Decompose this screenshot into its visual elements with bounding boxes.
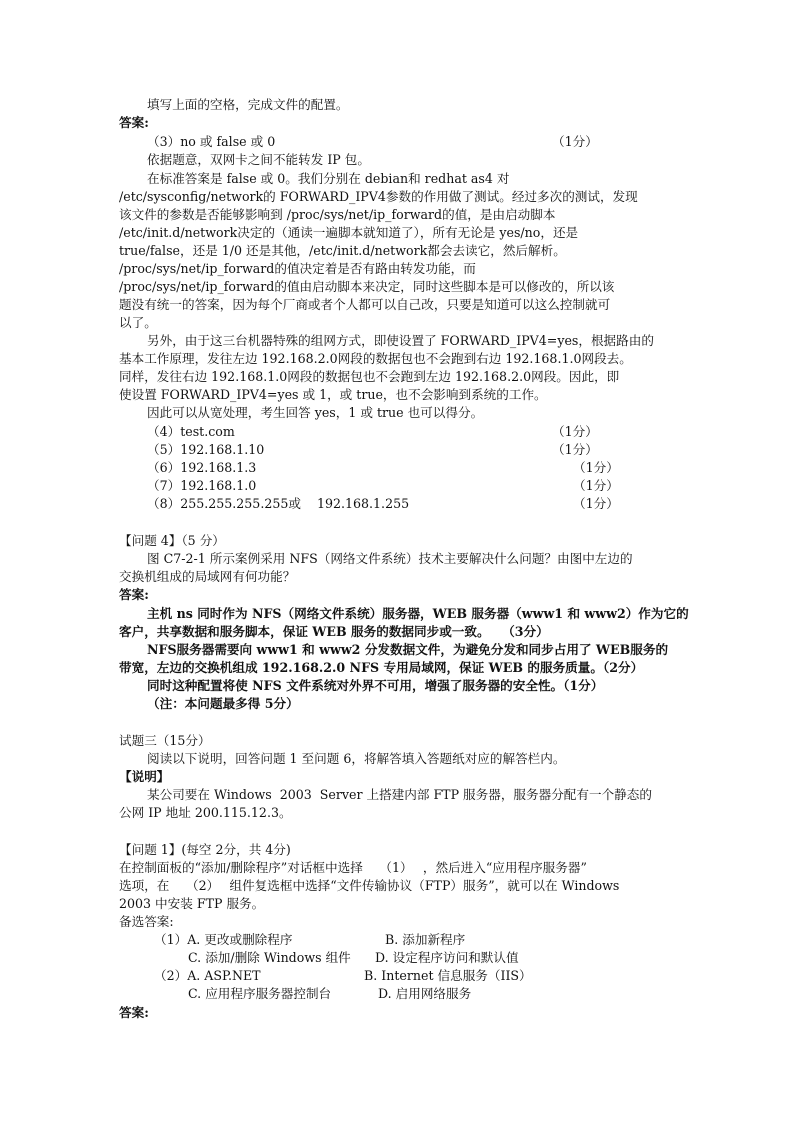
paragraph-line: 以了。	[119, 315, 157, 330]
description-label: 【说明】	[119, 769, 170, 784]
answer-line: NFS服务器需要向 www1 和 www2 分发数据文件，为避免分发和同步占用了 WEB服务的	[147, 642, 669, 657]
paragraph-line: 另外，由于这三台机器特殊的组网方式，即使设置了 FORWARD_IPV4=yes，根据路由的	[147, 333, 654, 348]
answer-3: （3）no 或 false 或 0	[147, 134, 276, 149]
answer-line: 客户，共享数据和服务脚本，保证 WEB 服务的数据同步或一致。 （3分）	[119, 624, 549, 639]
option-item: B. 添加新程序	[385, 932, 466, 947]
answer-item-score: （1分）	[573, 460, 619, 475]
option-item: B. Internet 信息服务（IIS）	[364, 968, 532, 983]
paragraph-line: 该文件的参数是否能够影响到 /proc/sys/net/ip_forward的值，是由启动脚本	[119, 207, 556, 222]
paragraph-line: 题没有统一的答案，因为每个厂商或者个人都可以自己改，只要是知道可以这么控制就可	[119, 297, 611, 312]
paragraph-line: /proc/sys/net/ip_forward的值由启动脚本来决定，同时这些脚本是可以修改的，所以该	[119, 279, 615, 294]
answer-line: 主机 ns 同时作为 NFS（网络文件系统）服务器，WEB 服务器（www1 和 www2）作为它的	[147, 606, 689, 621]
answer-item: （6）192.168.1.3	[147, 460, 257, 475]
section-3-title: 试题三（15分）	[119, 733, 211, 748]
option-item: D. 启用网络服务	[378, 986, 472, 1001]
answer-label: 答案:	[119, 587, 149, 602]
option-item: （1）A. 更改或删除程序	[154, 932, 293, 947]
answer-line: 带宽，左边的交换机组成 192.168.2.0 NFS 专用局域网，保证 WEB 的服务质量。（2分）	[119, 660, 644, 675]
answer-line: 同时这种配置将使 NFS 文件系统对外界不可用，增强了服务器的安全性。（1分）	[147, 678, 604, 693]
section-intro: 填写上面的空格，完成文件的配置。	[147, 97, 349, 112]
option-item: D. 设定程序访问和默认值	[375, 950, 519, 965]
paragraph-line: 在标准答案是 false 或 0。我们分别在 debian和 redhat as4 对	[147, 171, 510, 186]
paragraph-line: /etc/sysconfig/network的 FORWARD_IPV4参数的作用做了测试。经过多次的测试，发现	[119, 189, 638, 204]
question-line: 选项，在 （2） 组件复选框中选择“文件传输协议（FTP）服务”，就可以在 Windows	[119, 878, 620, 893]
question-line: 在控制面板的“添加/删除程序”对话框中选择 （1） ，然后进入“应用程序服务器”	[119, 860, 587, 875]
answer-item-score: （1分）	[552, 442, 598, 457]
answer-label: 答案:	[119, 115, 149, 130]
options-label: 备选答案:	[119, 914, 174, 929]
answer-item: （8）255.255.255.255或 192.168.1.255	[147, 496, 410, 511]
paragraph-line: 使设置 FORWARD_IPV4=yes 或 1，或 true，也不会影响到系统的工作。	[119, 387, 547, 402]
question-line: 图 C7-2-1 所示案例采用 NFS（网络文件系统）技术主要解决什么问题？由图中左边的	[147, 551, 633, 566]
answer-item-score: （1分）	[552, 424, 598, 439]
question-line: 2003 中安装 FTP 服务。	[119, 896, 265, 911]
option-item: C. 应用程序服务器控制台	[188, 986, 332, 1001]
section-3-intro: 阅读以下说明，回答问题 1 至问题 6，将解答填入答题纸对应的解答栏内。	[147, 751, 566, 766]
paragraph-line: true/false，还是 1/0 还是其他，/etc/init.d/network都会去读它，然后解析。	[119, 243, 566, 258]
answer-item: （5）192.168.1.10	[147, 442, 265, 457]
answer-label: 答案:	[119, 1005, 149, 1020]
answer-item: （4）test.com	[147, 424, 235, 439]
question-4-title: 【问题 4】（5 分）	[119, 533, 225, 548]
paragraph-line: 依据题意，双网卡之间不能转发 IP 包。	[147, 152, 370, 167]
answer-item-score: （1分）	[573, 478, 619, 493]
paragraph-line: 基本工作原理，发往左边 192.168.2.0网段的数据包也不会跑到右边 192.168.1.0网段去。	[119, 351, 632, 366]
option-item: （2）A. ASP.NET	[154, 968, 261, 983]
paragraph-line: 因此可以从宽处理，考生回答 yes，1 或 true 也可以得分。	[147, 405, 484, 420]
question-1-title: 【问题 1】(每空 2分，共 4分)	[119, 842, 291, 857]
question-line: 交换机组成的局域网有何功能？	[119, 569, 296, 584]
answer-line: （注：本问题最多得 5分）	[147, 696, 299, 711]
answer-3-score: （1分）	[552, 134, 598, 149]
paragraph-line: /etc/init.d/network决定的（通读一遍脚本就知道了），所有无论是 yes/no，还是	[119, 225, 579, 240]
description-line: 某公司要在 Windows 2003 Server 上搭建内部 FTP 服务器，服务器分配有一个静态的	[147, 787, 652, 802]
description-line: 公网 IP 地址 200.115.12.3。	[119, 805, 292, 820]
answer-item: （7）192.168.1.0	[147, 478, 257, 493]
option-item: C. 添加/删除 Windows 组件	[188, 950, 351, 965]
answer-item-score: （1分）	[573, 496, 619, 511]
paragraph-line: /proc/sys/net/ip_forward的值决定着是否有路由转发功能，而	[119, 261, 476, 276]
paragraph-line: 同样，发往右边 192.168.1.0网段的数据包也不会跑到左边 192.168.2.0网段。因此，即	[119, 369, 620, 384]
